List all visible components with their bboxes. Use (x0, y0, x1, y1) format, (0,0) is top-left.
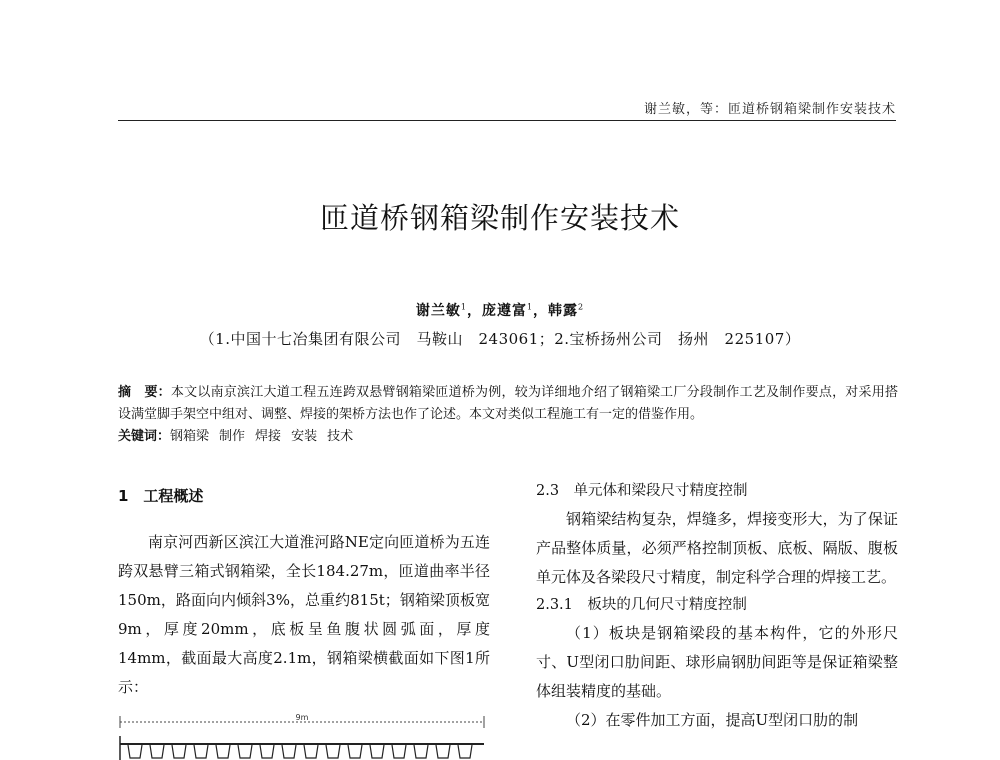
keyword: 钢箱梁 (170, 429, 210, 444)
cross-section-drawing (118, 712, 486, 760)
subsection-heading: 2.3.1 板块的几何尺寸精度控制 (536, 597, 747, 613)
author-affiliation-mark: 2 (578, 302, 585, 312)
u-rib (260, 745, 274, 758)
u-rib-group (128, 745, 472, 758)
u-rib (436, 745, 450, 758)
section-heading: 1 工程概述 (118, 487, 204, 505)
paper-title: 匝道桥钢箱梁制作安装技术 (319, 201, 680, 235)
paragraph: 南京河西新区滨江大道淮河路NE定向匝道桥为五连跨双悬臂三箱式钢箱梁，全长184.27m，匝道曲率半径150m，路面向内倾斜3%，总重约815t；钢箱梁顶板宽9m，厚度20mm，底板呈鱼腹状圆弧面，厚度14mm，截面最大高度2.1m，钢箱梁横截面如下图1所示： (118, 533, 490, 696)
keywords-label: 关键词： (118, 429, 171, 444)
u-rib (172, 745, 186, 758)
author-affiliation-mark: 1 (460, 302, 467, 312)
u-rib (326, 745, 340, 758)
abstract (118, 382, 898, 426)
u-rib (128, 745, 142, 758)
u-rib (238, 745, 252, 758)
author-list: 谢兰敏$^1$，庞遵富$^1$，韩露$^2$ (415, 302, 585, 319)
u-rib (304, 745, 318, 758)
author-name: 谢兰敏 (415, 303, 461, 319)
left-column (118, 478, 490, 702)
abstract-label: 摘 要： (118, 385, 171, 400)
paragraph: （2）在零件加工方面，提高U型闭口肋的制 (566, 711, 859, 729)
subsection-heading: 2.3 单元体和梁段尺寸精度控制 (536, 483, 748, 499)
figure-cross-section (118, 712, 486, 760)
running-header: 谢兰敏，等：匝道桥钢箱梁制作安装技术 (643, 102, 896, 117)
u-rib (348, 745, 362, 758)
keywords (118, 426, 898, 448)
u-rib (414, 745, 428, 758)
keyword: 焊接 (255, 429, 282, 444)
u-rib (392, 745, 406, 758)
author-affiliation-mark: 1 (526, 302, 534, 312)
u-rib (458, 745, 472, 758)
keyword: 技术 (327, 429, 354, 444)
u-rib (370, 745, 384, 758)
u-rib (150, 745, 164, 758)
keyword: 安装 (291, 429, 318, 444)
header-rule (118, 120, 896, 121)
author-name: 韩露 (548, 303, 579, 319)
right-column (536, 478, 898, 735)
u-rib (194, 745, 208, 758)
dimension-label: 9m (295, 713, 309, 722)
u-rib (282, 745, 296, 758)
abstract-text: 本文以南京滨江大道工程五连跨双悬臂钢箱梁匝道桥为例，较为详细地介绍了钢箱梁工厂分段制作工艺及制作要点，对采用搭设满堂脚手架空中组对、调整、焊接的架桥方法也作了论述。本文对类似工程施工有一定的借鉴作用。 (118, 385, 898, 422)
paragraph: 钢箱梁结构复杂，焊缝多，焊接变形大，为了保证产品整体质量，必须严格控制顶板、底板、隔版、腹板单元体及各梁段尺寸精度，制定科学合理的焊接工艺。 (536, 510, 898, 586)
paragraph: （1）板块是钢箱梁段的基本构件，它的外形尺寸、U型闭口肋间距、球形扁钢肋间距等是保证箱梁整体组装精度的基础。 (536, 624, 898, 700)
u-rib (216, 745, 230, 758)
author-name: 庞遵富 (481, 303, 527, 319)
affiliations: （1.中国十七冶集团有限公司 马鞍山 243061；2.宝桥扬州公司 扬州 225107） (199, 330, 801, 348)
keyword: 制作 (219, 429, 246, 444)
